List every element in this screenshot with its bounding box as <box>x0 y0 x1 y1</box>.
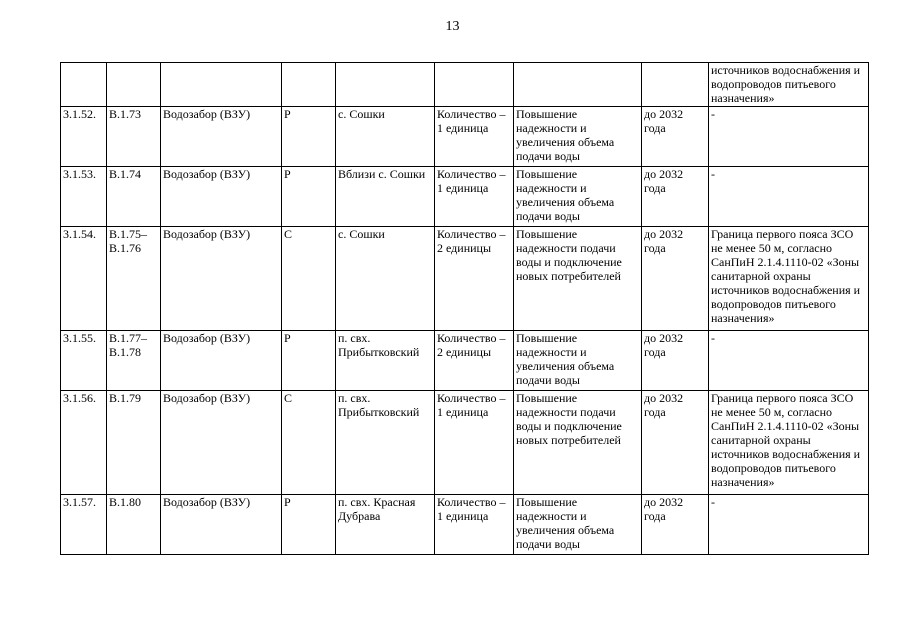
location-cell: Вблизи с. Сошки <box>336 167 435 227</box>
location-cell <box>336 63 435 107</box>
object-type-cell: Р <box>282 107 336 167</box>
quantity-cell: Количество – 2 единицы <box>435 331 514 391</box>
quantity-cell: Количество – 1 единица <box>435 495 514 555</box>
table-row <box>61 63 869 107</box>
table-row <box>61 495 869 555</box>
page-number: 13 <box>445 19 460 34</box>
object-code-cell: В.1.73 <box>107 107 161 167</box>
deadline-cell: до 2032 года <box>642 227 709 331</box>
deadline-cell: до 2032 года <box>642 167 709 227</box>
purpose-cell: Повышение надежности и увеличения объема подачи воды <box>514 495 642 555</box>
protection-zone-cell: - <box>709 331 869 391</box>
location-cell: п. свх. Прибытковский <box>336 331 435 391</box>
protection-zone-cell: - <box>709 167 869 227</box>
object-code-cell: В.1.79 <box>107 391 161 495</box>
deadline-cell: до 2032 года <box>642 331 709 391</box>
protection-zone-cell: Граница первого пояса ЗСО не менее 50 м, согласно СанПиН 2.1.4.1110-02 «Зоны санитарной охраны источников водоснабжения и водопроводов питьевого назначения» <box>709 227 869 331</box>
quantity-cell: Количество – 1 единица <box>435 167 514 227</box>
object-name-cell <box>161 63 282 107</box>
deadline-cell: до 2032 года <box>642 107 709 167</box>
deadline-cell <box>642 63 709 107</box>
table-row <box>61 391 869 495</box>
object-name-cell: Водозабор (ВЗУ) <box>161 331 282 391</box>
object-type-cell: Р <box>282 331 336 391</box>
protection-zone-cell: - <box>709 495 869 555</box>
row-number-cell <box>61 63 107 107</box>
protection-zone-cell: - <box>709 107 869 167</box>
table-row <box>61 107 869 167</box>
row-number-cell: 3.1.56. <box>61 391 107 495</box>
table-row <box>61 167 869 227</box>
table-row <box>61 331 869 391</box>
quantity-cell: Количество – 1 единица <box>435 391 514 495</box>
deadline-cell: до 2032 года <box>642 391 709 495</box>
purpose-cell: Повышение надежности подачи воды и подключение новых потребителей <box>514 227 642 331</box>
row-number-cell: 3.1.55. <box>61 331 107 391</box>
table-row <box>61 227 869 331</box>
object-name-cell: Водозабор (ВЗУ) <box>161 391 282 495</box>
object-type-cell: Р <box>282 167 336 227</box>
object-type-cell: С <box>282 391 336 495</box>
object-code-cell: В.1.77– В.1.78 <box>107 331 161 391</box>
protection-zone-cell: источников водоснабжения и водопроводов питьевого назначения» <box>709 63 869 107</box>
purpose-cell: Повышение надежности и увеличения объема подачи воды <box>514 167 642 227</box>
purpose-cell: Повышение надежности и увеличения объема подачи воды <box>514 331 642 391</box>
row-number-cell: 3.1.54. <box>61 227 107 331</box>
deadline-cell: до 2032 года <box>642 495 709 555</box>
object-code-cell: В.1.75– В.1.76 <box>107 227 161 331</box>
quantity-cell: Количество – 1 единица <box>435 107 514 167</box>
object-code-cell: В.1.74 <box>107 167 161 227</box>
protection-zone-cell: Граница первого пояса ЗСО не менее 50 м, согласно СанПиН 2.1.4.1110-02 «Зоны санитарной охраны источников водоснабжения и водопроводов питьевого назначения» <box>709 391 869 495</box>
purpose-cell: Повышение надежности и увеличения объема подачи воды <box>514 107 642 167</box>
object-type-cell: Р <box>282 495 336 555</box>
row-number-cell: 3.1.57. <box>61 495 107 555</box>
location-cell: с. Сошки <box>336 107 435 167</box>
object-type-cell: С <box>282 227 336 331</box>
object-name-cell: Водозабор (ВЗУ) <box>161 227 282 331</box>
object-name-cell: Водозабор (ВЗУ) <box>161 107 282 167</box>
location-cell: п. свх. Красная Дубрава <box>336 495 435 555</box>
object-code-cell: В.1.80 <box>107 495 161 555</box>
object-code-cell <box>107 63 161 107</box>
quantity-cell: Количество – 2 единицы <box>435 227 514 331</box>
location-cell: п. свх. Прибытковский <box>336 391 435 495</box>
objects-table <box>60 62 869 555</box>
object-name-cell: Водозабор (ВЗУ) <box>161 167 282 227</box>
purpose-cell <box>514 63 642 107</box>
row-number-cell: 3.1.52. <box>61 107 107 167</box>
location-cell: с. Сошки <box>336 227 435 331</box>
row-number-cell: 3.1.53. <box>61 167 107 227</box>
purpose-cell: Повышение надежности подачи воды и подключение новых потребителей <box>514 391 642 495</box>
object-type-cell <box>282 63 336 107</box>
quantity-cell <box>435 63 514 107</box>
object-name-cell: Водозабор (ВЗУ) <box>161 495 282 555</box>
